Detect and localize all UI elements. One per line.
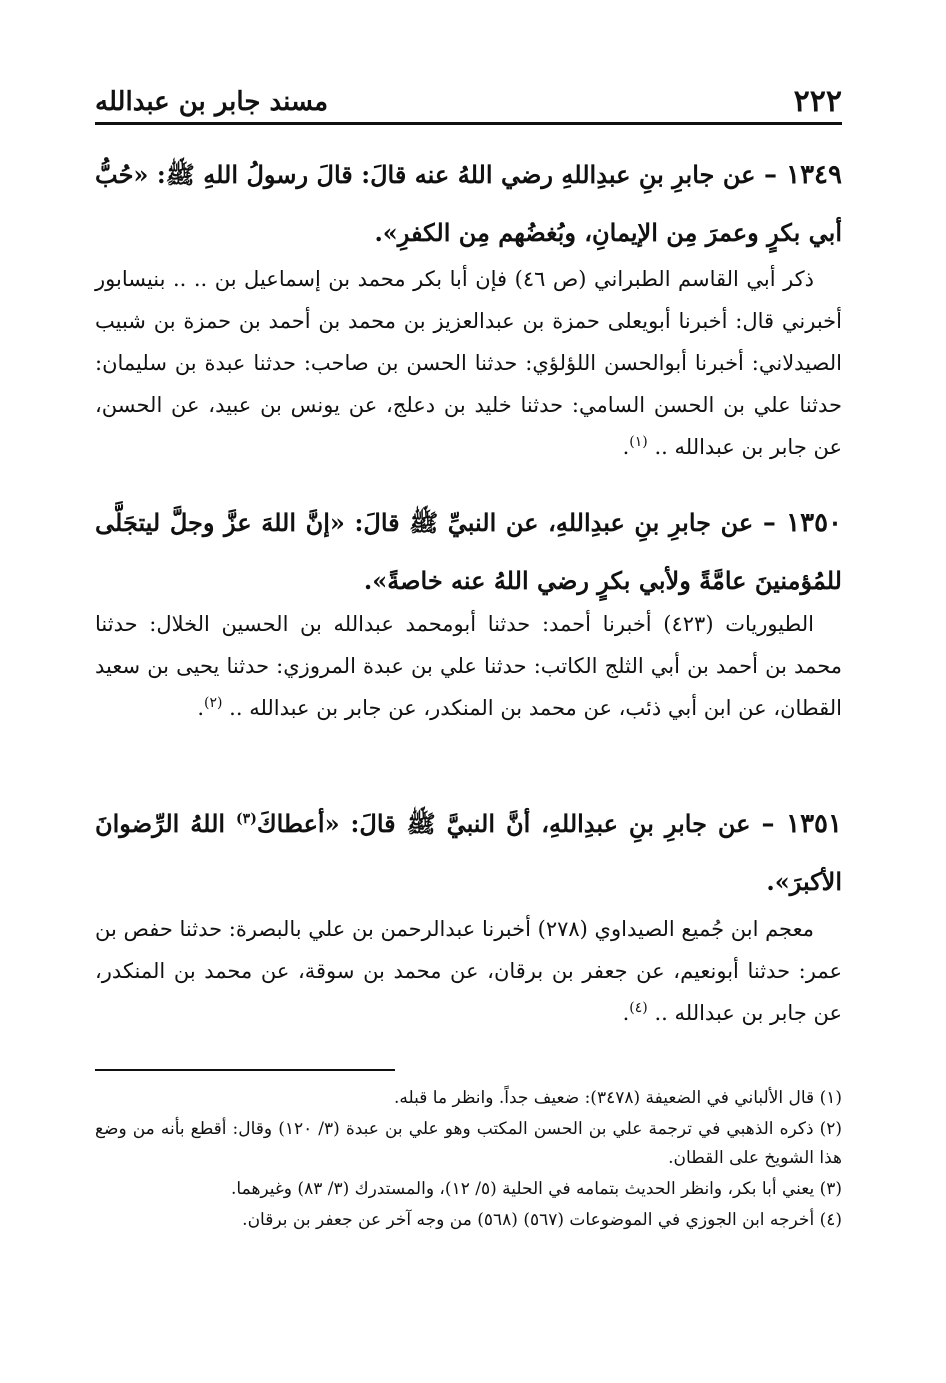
hadith-matn: عن جابرِ بنِ عبدِاللهِ، عن النبيِّ ﷺ قالَ: «إنَّ اللهَ عزَّ وجلَّ ليتجَلَّى للمُؤمنينَ عامَّةً ولأبي بكرٍ رضي اللهُ عنه خاصةً». xyxy=(95,508,842,595)
hadith-isnad: ذكر أبي القاسم الطبراني (ص ٤٦) فإن أبا بكر محمد بن إسماعيل بن .. .. بنيسابور أخبرني قال: أخبرنا أبويعلى حمزة بن عبدالعزيز بن محمد بن أحمد بن حمزة بن شبيب الصيدلاني: أخبرنا أبوالحسن اللؤلؤي: حدثنا الحسن بن صاحب: حدثنا عبدة بن سليمان: حدثنا علي بن الحسن السامي: حدثنا خليد بن دعلج، عن يونس بن عبيد، عن الحسن، عن جابر بن عبدالله .. xyxy=(95,267,842,459)
hadith-1350-text xyxy=(95,494,842,609)
hadith-1349-source: ذكر أبي القاسم الطبراني (ص ٤٦) فإن أبا بكر محمد بن إسماعيل بن .. .. بنيسابور أخبرني قال: أخبرنا أبويعلى حمزة بن عبدالعزيز بن محمد بن أحمد بن حمزة بن شبيب الصيدلاني: أخبرنا أبوالحسن اللؤلؤي: حدثنا الحسن بن صاحب: حدثنا عبدة بن سليمان: حدثنا علي بن الحسن السامي: حدثنا خليد بن دعلج، عن يونس بن عبيد، عن الحسن، عن جابر بن عبدالله .. $^{(١)}$. xyxy=(95,267,842,459)
running-header xyxy=(95,82,842,125)
footnote-ref: (٣) xyxy=(236,811,257,827)
footnote-separator xyxy=(95,1069,395,1071)
hadith-number: ١٣٥١ – xyxy=(761,809,842,839)
hadith-matn: عن جابرِ بنِ عبدِاللهِ رضي اللهُ عنه قالَ: قالَ رسولُ اللهِ ﷺ: «حُبُّ أبي بكرٍ وعمرَ مِن الإيمانِ، وبُغضُهم مِن الكفرِ». xyxy=(95,160,842,247)
hadith-1351-text xyxy=(95,795,842,910)
book-title: مسند جابر بن عبدالله xyxy=(95,87,329,117)
hadith-number: ١٣٤٩ – xyxy=(763,160,842,190)
footnote-item: (٣) يعني أبا بكر، وانظر الحديث بتمامه في الحلية (٥/ ١٢)، والمستدرك (٣/ ٨٣) وغيرهما. xyxy=(231,1179,842,1199)
hadith-isnad: الطيوريات (٤٢٣) أخبرنا أحمد: حدثنا أبومحمد عبدالله بن الحسين الخلال: حدثنا محمد بن أحمد بن أبي الثلج الكاتب: حدثنا علي بن عبدة المروزي: حدثنا يحيى بن سعيد القطان، عن ابن أبي ذئب، عن محمد بن المنكدر، عن جابر بن عبدالله .. xyxy=(95,612,842,720)
hadith-matn: عن جابرِ بنِ عبدِاللهِ، أنَّ النبيَّ ﷺ قالَ: «أعطاكَ xyxy=(256,809,751,838)
hadith-matn-end: اللهُ الرِّضوانَ الأكبرَ». xyxy=(95,809,842,896)
footnote-ref: (٤) xyxy=(629,1000,648,1016)
hadith-1351-source: معجم ابن جُميع الصيداوي (٢٧٨) أخبرنا عبدالرحمن بن علي بالبصرة: حدثنا حفص بن عمر: حدثنا أبونعيم، عن جعفر بن برقان، عن محمد بن سوقة، عن محمد بن المنكدر، عن جابر بن عبدالله .. $^{(٤)}$. xyxy=(95,917,842,1025)
book-page xyxy=(95,0,842,1383)
page-number: ٢٢٢ xyxy=(793,84,842,119)
footnote-ref: (٢) xyxy=(204,695,223,711)
hadith-1349-text xyxy=(95,146,842,261)
hadith-1350-source: الطيوريات (٤٢٣) أخبرنا أحمد: حدثنا أبومحمد عبدالله بن الحسين الخلال: حدثنا محمد بن أحمد بن أبي الثلج الكاتب: حدثنا علي بن عبدة المروزي: حدثنا يحيى بن سعيد القطان، عن ابن أبي ذئب، عن محمد بن المنكدر، عن جابر بن عبدالله .. $^{(٢)}$. xyxy=(95,612,842,720)
footnote-item: (١) قال الألباني في الضعيفة (٣٤٧٨): ضعيف جداً. وانظر ما قبله. xyxy=(393,1088,842,1108)
footnote-item: (٢) ذكره الذهبي في ترجمة علي بن الحسن المكتب وهو علي بن عبدة (٣/ ١٢٠) وقال: أقطع بأنه من وضع هذا الشويخ على القطان. xyxy=(95,1119,842,1168)
hadith-isnad: معجم ابن جُميع الصيداوي (٢٧٨) أخبرنا عبدالرحمن بن علي بالبصرة: حدثنا حفص بن عمر: حدثنا أبونعيم، عن جعفر بن برقان، عن محمد بن سوقة، عن محمد بن المنكدر، عن جابر بن عبدالله .. xyxy=(95,917,842,1025)
footnote-item: (٤) أخرجه ابن الجوزي في الموضوعات (٥٦٧) (٥٦٨) من وجه آخر عن جعفر بن برقان. xyxy=(242,1210,842,1230)
hadith-number: ١٣٥٠ – xyxy=(762,508,842,538)
footnotes-list xyxy=(95,1084,842,1237)
footnote-ref: (١) xyxy=(629,434,648,450)
